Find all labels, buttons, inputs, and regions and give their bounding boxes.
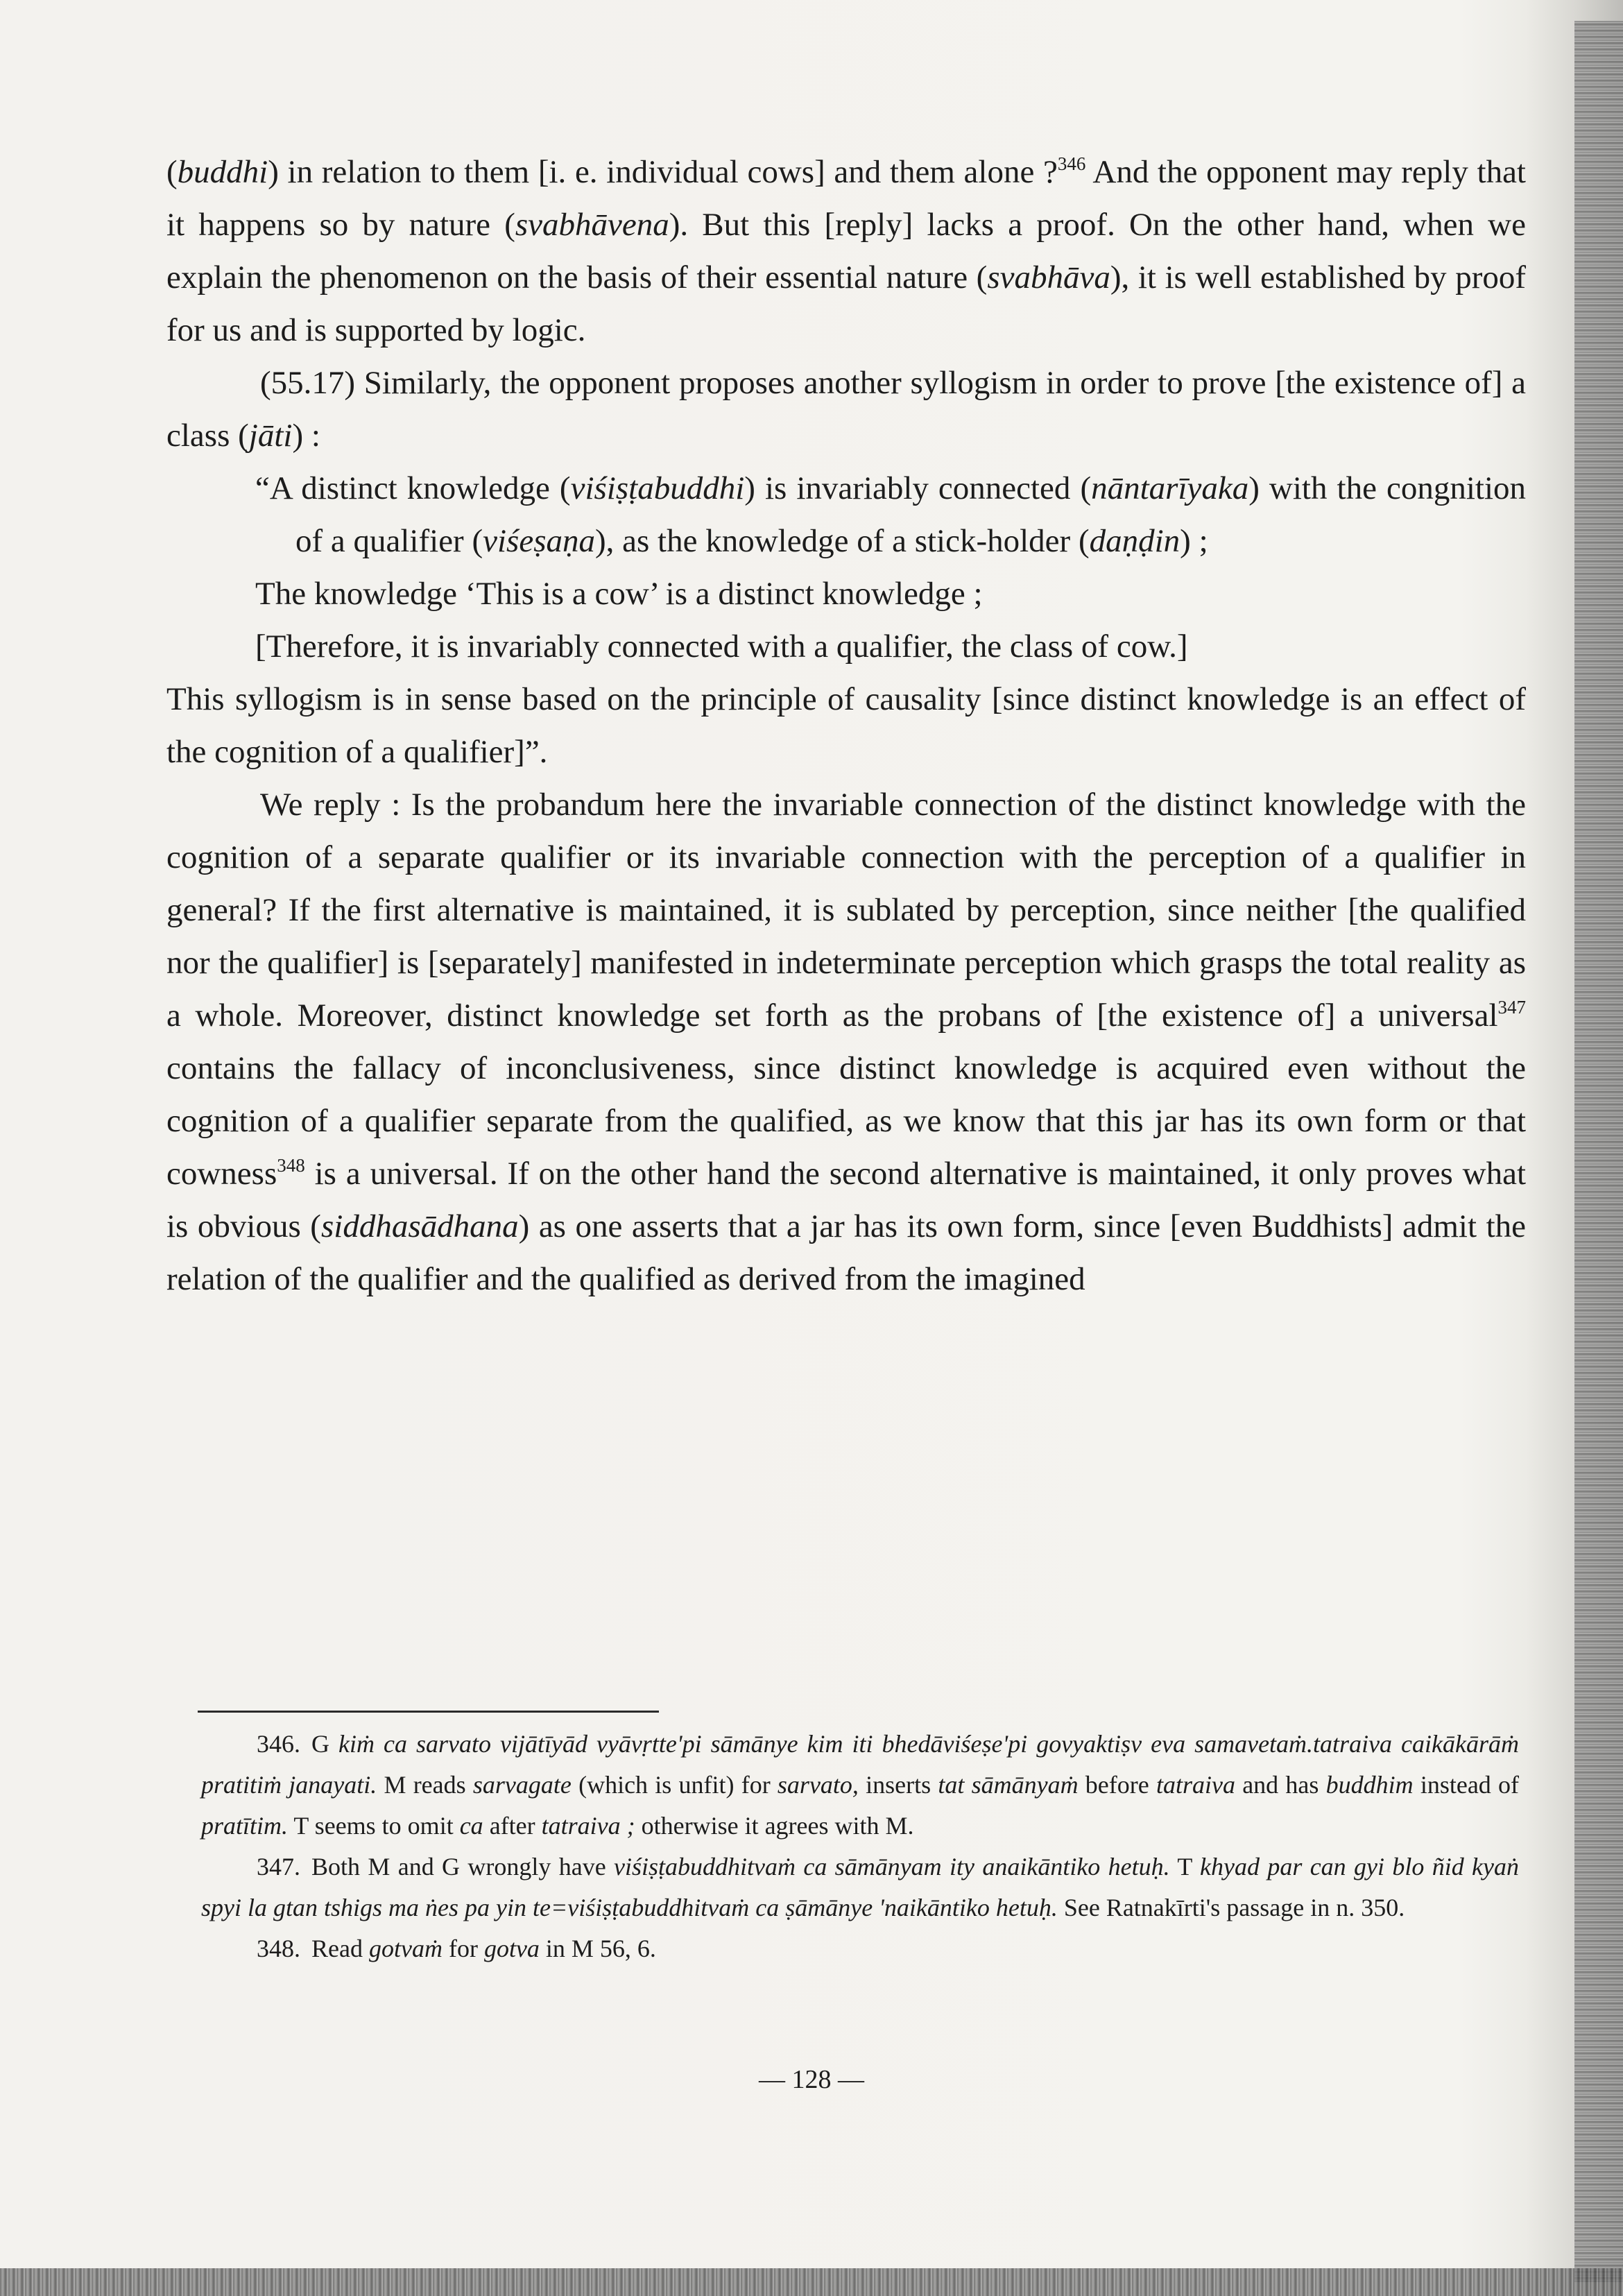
footnote-number: 348.	[257, 1935, 300, 1962]
footnote-number: 346.	[257, 1730, 300, 1758]
footnote-ref-347: 347	[1497, 997, 1526, 1018]
paragraph-2: (55.17) Similarly, the opponent proposes another syllogism in order to prove [the existence of] a class (jāti) :	[166, 365, 1526, 454]
main-text	[166, 146, 1526, 1305]
page-bottom-edge	[0, 2268, 1623, 2296]
footnote-ref-348: 348	[277, 1155, 305, 1176]
syllogism-block	[166, 462, 1526, 673]
paragraph-1: (buddhi) in relation to them [i. e. individual cows] and them alone ?$^{346}$ And the opponent may reply that it happens so by nature (svabhāvena). But this [reply] lacks a proof. On the other hand, when we explain the phenomenon on the basis of their essential nature (svabhāva), it is well established by proof for us and is supported by logic.	[166, 153, 1526, 348]
syllogism-minor-premise: The knowledge ‘This is a cow’ is a distinct knowledge ;	[255, 576, 983, 612]
footnote-separator	[198, 1711, 659, 1713]
footnote-347: 347. Both M and G wrongly have viśiṣṭabuddhitvaṁ ca sāmānyam ity anaikāntiko hetuḥ. T khyad par can gyi blo ñid kyaṅ spyi la gtan tshigs ma ṅes pa yin te=viśiṣṭabuddhitvaṁ ca ṣāmānye 'naikāntiko hetuḥ. See Ratnakīrti's passage in n. 350.	[201, 1853, 1519, 1921]
footnotes	[201, 1724, 1519, 1969]
footnote-ref-346: 346	[1057, 153, 1086, 174]
footnote-number: 347.	[257, 1853, 300, 1881]
paragraph-4: We reply : Is the probandum here the invariable connection of the distinct knowledge with the cognition of a separate qualifier or its invariable connection with the perception of a qualifier in general? If the first alternative is maintained, it is sublated by perception, since neither [the qualified nor the qualifier] is [separately] manifested in indeterminate perception which grasps the total reality as a whole. Moreover, distinct knowledge set forth as the probans of [the existence of] a universal$^{347}$ contains the fallacy of inconclusiveness, since distinct knowledge is acquired even without the cognition of a qualifier separate from the qualified, as we know that this jar has its own form or that cowness$^{348}$ is a universal. If on the other hand the second alternative is maintained, it only proves what is obvious (siddhasādhana) as one asserts that a jar has its own form, since [even Buddhists] admit the relation of the qualifier and the qualified as derived from the imagined	[166, 787, 1526, 1297]
page-number: — 128 —	[759, 2065, 864, 2094]
syllogism-major-premise: “A distinct knowledge (viśiṣṭabuddhi) is invariably connected (nāntarīyaka) with the congnition of a qualifier (viśeṣaṇa), as the knowledge of a stick-holder (daṇḍin) ;	[255, 470, 1527, 559]
footnote-348: 348. Read gotvaṁ for gotva in M 56, 6.	[257, 1935, 656, 1962]
syllogism-conclusion: [Therefore, it is invariably connected with a qualifier, the class of cow.]	[255, 628, 1188, 665]
page-edge-shadow	[1574, 21, 1623, 2282]
paragraph-3: This syllogism is in sense based on the principle of causality [since distinct knowledge is an effect of the cognition of a qualifier]”.	[166, 681, 1526, 770]
footnote-346: 346. G kiṁ ca sarvato vijātīyād vyāvṛtte'pi sāmānye kim iti bhedāviśeṣe'pi govyaktiṣv eva samavetaṁ.tatraiva caikākārāṁ pratitiṁ janayati. M reads sarvagate (which is unfit) for sarvato, inserts tat sāmānyaṁ before tatraiva and has buddhim instead of pratītim. T seems to omit ca after tatraiva ; otherwise it agrees with M.	[201, 1730, 1520, 1840]
